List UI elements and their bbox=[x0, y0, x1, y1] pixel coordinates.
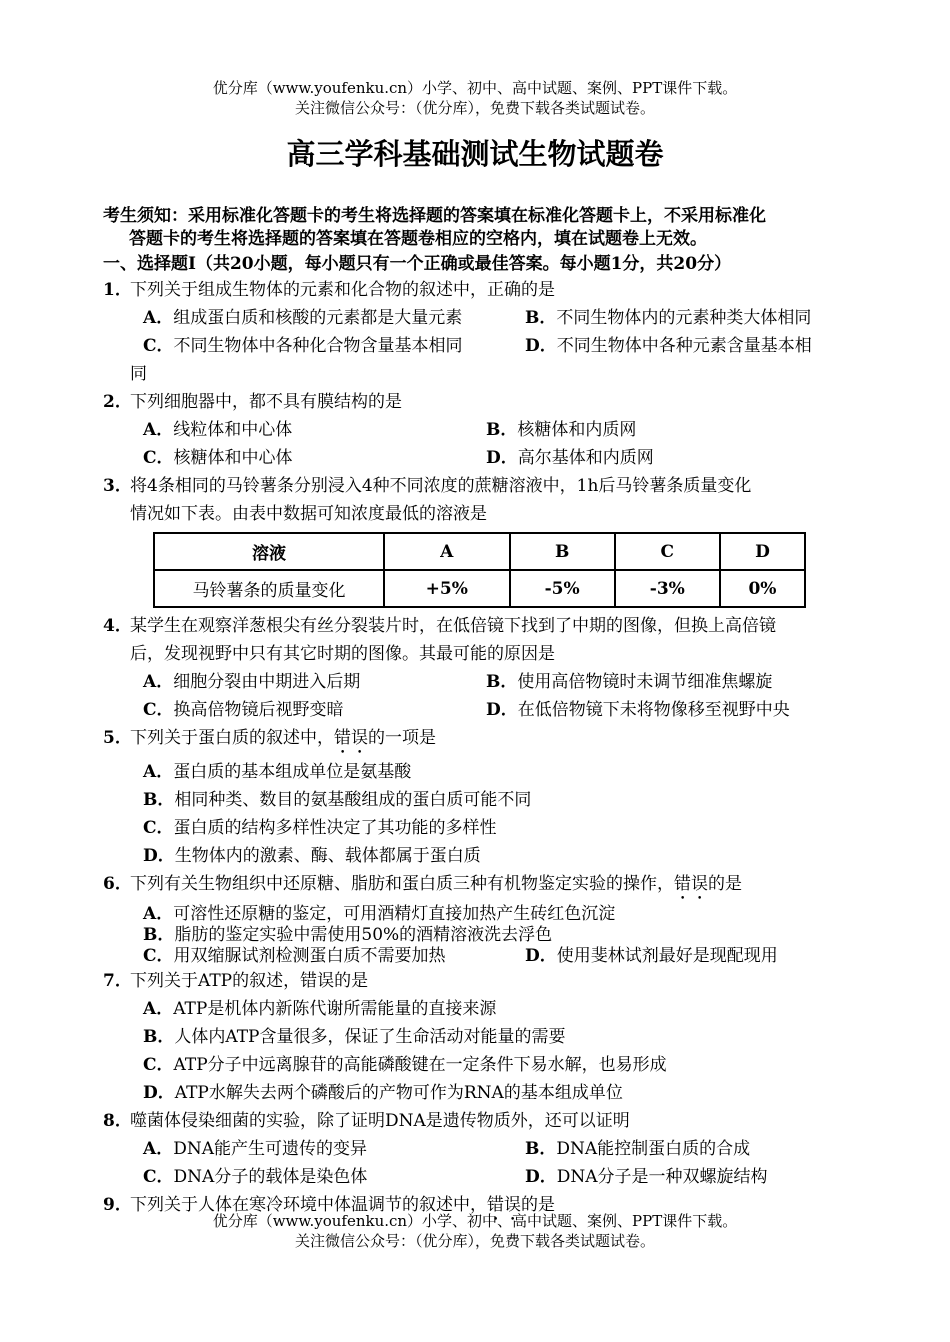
option-d: D．DNA分子是一种双螺旋结构 bbox=[525, 1167, 768, 1187]
option-d-continuation: 同 bbox=[130, 364, 147, 384]
option-a: A． 可溶性还原糖的鉴定，可用酒精灯直接加热产生砖红色沉淀 bbox=[143, 904, 616, 924]
options-row bbox=[103, 332, 860, 360]
footer-line-2: 关注微信公众号：（优分库），免费下载各类试题试卷。 bbox=[294, 1232, 655, 1250]
data-table bbox=[153, 532, 806, 608]
options-row bbox=[103, 668, 860, 696]
notice-line-1: 考生须知：采用标准化答题卡的考生将选择题的答案填在标准化答题卡上，不采用标准化 bbox=[103, 206, 766, 226]
table-cell: +5% bbox=[384, 570, 510, 607]
option-b: B．使用高倍物镜时未调节细准焦螺旋 bbox=[486, 672, 773, 692]
option-b: B． 相同种类、数目的氨基酸组成的蛋白质可能不同 bbox=[143, 790, 532, 810]
table-cell: -3% bbox=[615, 570, 720, 607]
header-line-1: 优分库（www.youfenku.cn）小学、初中、高中试题、案例、PPT课件下载。 bbox=[212, 79, 738, 97]
options-row bbox=[103, 304, 860, 332]
emphasis-word: 错误 bbox=[334, 728, 368, 748]
option-b: B． 人体内ATP含量很多，保证了生命活动对能量的需要 bbox=[143, 1027, 566, 1047]
emphasis-word: 错误 bbox=[674, 874, 708, 894]
question-number: 9． bbox=[103, 1195, 132, 1215]
options-row bbox=[103, 1163, 860, 1191]
question-stem-continued: 后，发现视野中只有其它时期的图像。其最可能的原因是 bbox=[130, 644, 555, 664]
exam-title: 高三学科基础测试生物试题卷 bbox=[286, 137, 664, 171]
option-c: C． ATP分子中远离腺苷的高能磷酸键在一定条件下易水解，也易形成 bbox=[143, 1055, 667, 1075]
option-b: B．DNA能控制蛋白质的合成 bbox=[525, 1139, 751, 1159]
table-cell: 马铃薯条的质量变化 bbox=[154, 570, 384, 607]
option-c: C．核糖体和中心体 bbox=[143, 448, 293, 468]
exam-notice bbox=[103, 205, 860, 251]
option-b: B．不同生物体内的元素种类大体相同 bbox=[525, 308, 812, 328]
option-a: A． ATP是机体内新陈代谢所需能量的直接来源 bbox=[143, 999, 497, 1019]
question-number: 5． bbox=[103, 728, 132, 748]
option-a: A．组成蛋白质和核酸的元素都是大量元素 bbox=[143, 308, 463, 328]
question-stem: 下列细胞器中，都不具有膜结构的是 bbox=[130, 392, 402, 412]
footer-line-1: 优分库（www.youfenku.cn）小学、初中、高中试题、案例、PPT课件下载。 bbox=[212, 1212, 738, 1230]
table-header-cell: 溶液 bbox=[154, 533, 384, 570]
option-c: C．不同生物体中各种化合物含量基本相同 bbox=[143, 336, 463, 356]
notice-line-2: 答题卡的考生将选择题的答案填在答题卷相应的空格内，填在试题卷上无效。 bbox=[129, 229, 707, 249]
emphasis-word: 错误 bbox=[487, 1195, 521, 1215]
question-stem-continued: 情况如下表。由表中数据可知浓度最低的溶液是 bbox=[130, 504, 487, 524]
options-row bbox=[103, 416, 860, 444]
option-d: D．使用斐林试剂最好是现配现用 bbox=[525, 946, 778, 966]
option-a: A．细胞分裂由中期进入后期 bbox=[143, 672, 361, 692]
option-c: C． 蛋白质的结构多样性决定了其功能的多样性 bbox=[143, 818, 497, 838]
option-c: C．换高倍物镜后视野变暗 bbox=[143, 700, 344, 720]
page-header bbox=[0, 78, 950, 118]
header-line-2: 关注微信公众号：（优分库），免费下载各类试题试卷。 bbox=[294, 99, 655, 117]
option-c: C．DNA分子的载体是染色体 bbox=[143, 1167, 368, 1187]
table-cell: -5% bbox=[510, 570, 615, 607]
options-row bbox=[103, 1135, 860, 1163]
question-number: 7． bbox=[103, 971, 132, 991]
question-number: 3． bbox=[103, 476, 132, 496]
options-row bbox=[103, 696, 860, 724]
option-b: B． 脂肪的鉴定实验中需使用50%的酒精溶液洗去浮色 bbox=[143, 925, 553, 945]
question-stem: 下列关于蛋白质的叙述中，错误的一项是 bbox=[130, 728, 436, 748]
section-heading: 一、选择题Ⅰ（共20小题，每小题只有一个正确或最佳答案。每小题1分，共20分） bbox=[103, 254, 732, 274]
option-d: D．在低倍物镜下未将物像移至视野中央 bbox=[486, 700, 790, 720]
question-stem: 下列有关生物组织中还原糖、脂肪和蛋白质三种有机物鉴定实验的操作，错误的是 bbox=[130, 874, 742, 894]
question-number: 4． bbox=[103, 616, 132, 636]
question-stem: 下列关于组成生物体的元素和化合物的叙述中，正确的是 bbox=[130, 280, 555, 300]
option-a: A．线粒体和中心体 bbox=[143, 420, 293, 440]
table-row bbox=[154, 570, 805, 607]
option-d: D． 生物体内的激素、酶、载体都属于蛋白质 bbox=[143, 846, 481, 866]
exam-content bbox=[103, 205, 860, 1225]
question-3 bbox=[103, 472, 860, 500]
question-stem: 下列关于人体在寒冷环境中体温调节的叙述中，错误的是 bbox=[130, 1195, 555, 1215]
question-6 bbox=[103, 870, 860, 904]
table-cell: 0% bbox=[720, 570, 805, 607]
option-d: D．高尔基体和内质网 bbox=[486, 448, 654, 468]
table-header-cell: B bbox=[510, 533, 615, 570]
question-number: 8． bbox=[103, 1111, 132, 1131]
question-stem: 下列关于ATP的叙述，错误的是 bbox=[130, 971, 369, 991]
option-b: B．核糖体和内质网 bbox=[486, 420, 637, 440]
question-number: 6． bbox=[103, 874, 132, 894]
table-header-cell: D bbox=[720, 533, 805, 570]
question-stem: 某学生在观察洋葱根尖有丝分裂装片时，在低倍镜下找到了中期的图像，但换上高倍镜 bbox=[130, 616, 776, 636]
option-d: D．不同生物体中各种元素含量基本相 bbox=[525, 336, 812, 356]
question-number: 1． bbox=[103, 280, 132, 300]
question-7 bbox=[103, 967, 860, 995]
question-5 bbox=[103, 724, 860, 758]
page-footer bbox=[0, 1211, 950, 1251]
option-a: A．DNA能产生可遗传的变异 bbox=[143, 1139, 367, 1159]
table-header-row bbox=[154, 533, 805, 570]
question-stem: 噬菌体侵染细菌的实验，除了证明DNA是遗传物质外，还可以证明 bbox=[130, 1111, 630, 1131]
table-header-cell: C bbox=[615, 533, 720, 570]
question-4 bbox=[103, 612, 860, 640]
table-header-cell: A bbox=[384, 533, 510, 570]
options-row bbox=[103, 444, 860, 472]
options-row bbox=[103, 946, 860, 967]
question-1 bbox=[103, 276, 860, 304]
question-2 bbox=[103, 388, 860, 416]
option-d: D． ATP水解失去两个磷酸后的产物可作为RNA的基本组成单位 bbox=[143, 1083, 623, 1103]
option-a: A． 蛋白质的基本组成单位是氨基酸 bbox=[143, 762, 412, 782]
question-stem: 将4条相同的马铃薯条分别浸入4种不同浓度的蔗糖溶液中，1h后马铃薯条质量变化 bbox=[130, 476, 752, 496]
question-8 bbox=[103, 1107, 860, 1135]
question-number: 2． bbox=[103, 392, 132, 412]
option-c: C．用双缩脲试剂检测蛋白质不需要加热 bbox=[143, 946, 446, 966]
